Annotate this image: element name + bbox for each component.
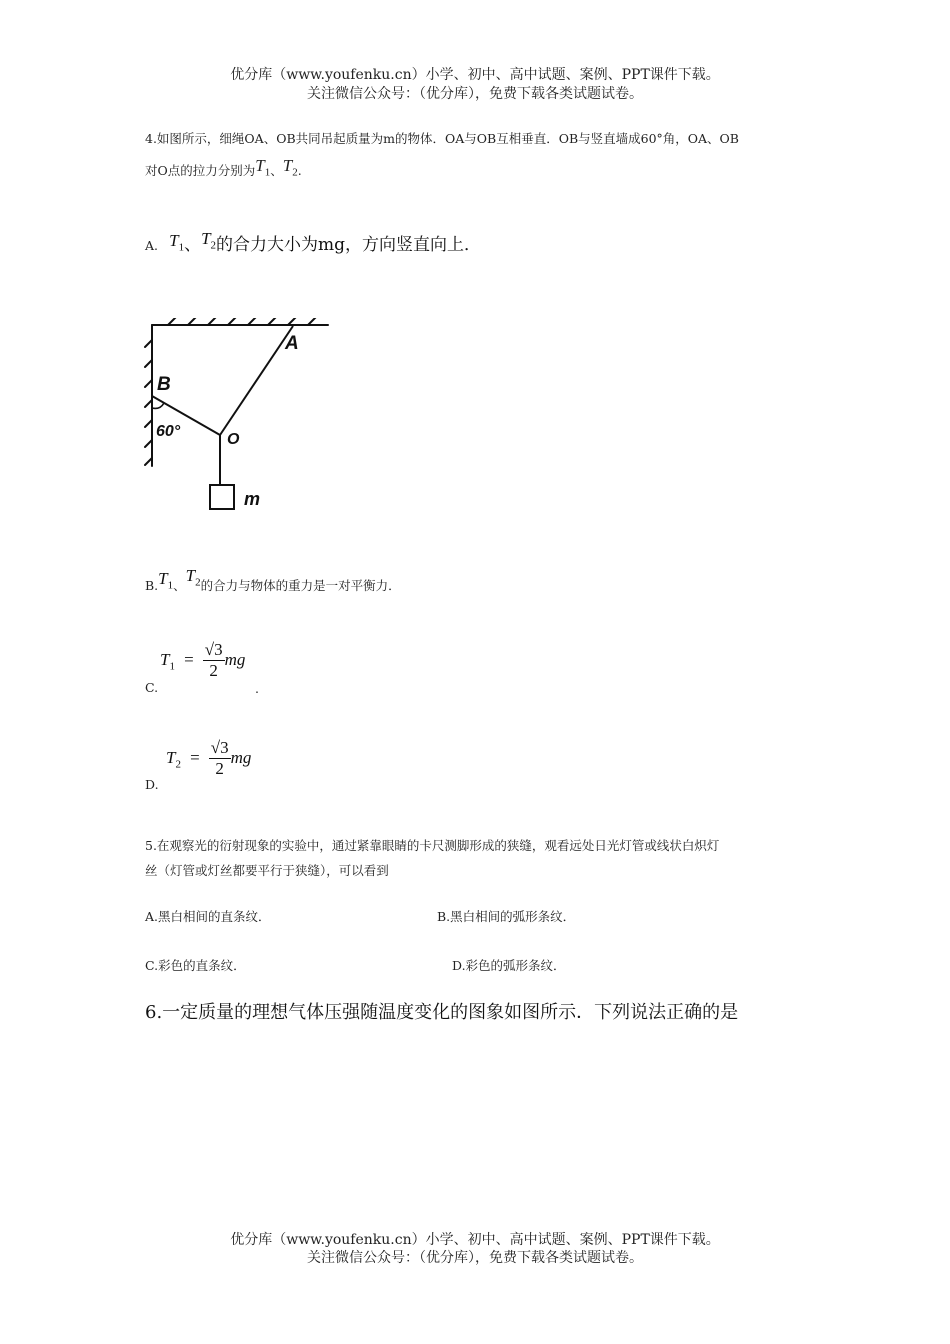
header-line-1: 优分库（www.youfenku.cn）小学、初中、高中试题、案例、PPT课件下载。 <box>230 67 720 83</box>
q5-option-d: D.彩色的弧形条纹． <box>452 958 566 973</box>
symbol-t2: $T_2$ <box>185 566 201 589</box>
q4-option-c-label: C. <box>145 680 159 695</box>
symbol-t1: $T_1$ <box>160 650 175 673</box>
q5-option-b: B.黑白相间的弧形条纹． <box>437 909 576 924</box>
symbol-t1: $T_1$ <box>169 231 185 254</box>
angle-arc <box>152 403 164 408</box>
footer-line-1: 优分库（www.youfenku.cn）小学、初中、高中试题、案例、PPT课件下载。 <box>230 1232 720 1248</box>
fraction: $\frac{√3}{2}$ <box>204 640 223 680</box>
symbol-t1: $T_1$ <box>158 569 174 592</box>
label-m: m <box>244 489 261 509</box>
q5-stem-line-2: 丝（灯管或灯丝都要平行于狭缝），可以看到 <box>145 863 389 878</box>
q5-option-a: A.黑白相间的直条纹． <box>145 909 271 924</box>
label-a: A <box>285 333 299 354</box>
symbol-t2: $T_2$ <box>166 748 181 771</box>
wall-hatching <box>145 325 152 466</box>
q4-figure <box>140 318 340 518</box>
symbol-t2: $T_2$ <box>201 229 217 252</box>
label-o: O <box>227 431 240 448</box>
mass-block <box>210 485 234 509</box>
label-b: B <box>157 374 171 395</box>
q4-stem-line-2: 对O点的拉力分别为$T_1$、$T_2$. <box>145 156 302 179</box>
ceiling-hatching <box>152 318 328 325</box>
q4-option-c-formula: $T_1$ = $\frac{√3}{2}$ mg <box>160 640 246 680</box>
q4-option-d-formula: $T_2$ = $\frac{√3}{2}$ mg <box>166 738 252 778</box>
q4-option-a: A. $T_1$、$T_2$的合力大小为mg，方向竖直向上． <box>145 229 482 255</box>
q4-option-d-label: D. <box>145 777 159 792</box>
label-angle: 60° <box>156 423 181 440</box>
footer-line-2: 关注微信公众号：（优分库），免费下载各类试题试卷。 <box>307 1250 643 1266</box>
q6-stem: 6.一定质量的理想气体压强随温度变化的图象如图所示．下列说法正确的是 <box>145 1002 739 1023</box>
q5-option-c: C.彩色的直条纹． <box>145 958 246 973</box>
fraction: $\frac{√3}{2}$ <box>210 738 229 778</box>
q5-stem-line-1: 5.在观察光的衍射现象的实验中，通过紧靠眼睛的卡尺测脚形成的狭缝，观看远处日光灯管或线状白炽灯 <box>145 838 720 853</box>
header-line-2: 关注微信公众号：（优分库），免费下载各类试题试卷。 <box>307 86 643 102</box>
q4-option-c-end: . <box>255 681 259 696</box>
q4-stem-line-1: 4.如图所示，细绳OA、OB共同吊起质量为m的物体．OA与OB互相垂直．OB与竖直墙成60°角，OA、OB <box>145 131 739 146</box>
symbol-t1: $T_1$ <box>255 156 271 179</box>
q4-option-b: $B.T_1$、$T_2$的合力与物体的重力是一对平衡力． <box>145 566 401 593</box>
symbol-t2: $T_2$ <box>282 156 298 179</box>
rope-oa <box>220 326 293 435</box>
